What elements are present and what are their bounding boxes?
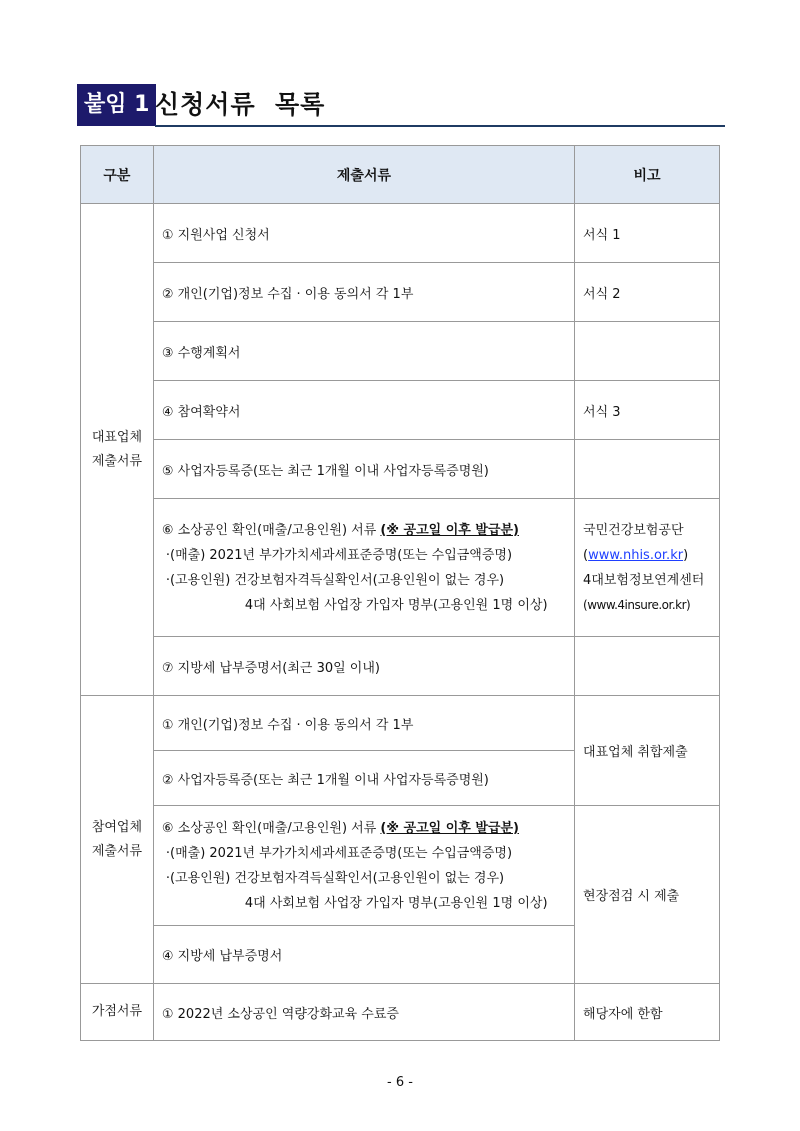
doc-text: ⑥ 소상공인 확인(매출/고용인원) 서류 bbox=[161, 522, 381, 538]
category-cell: 참여업체 제출서류 bbox=[81, 696, 154, 984]
doc-line: ·(매출) 2021년 부가가치세과세표준증명(또는 수입금액증명) bbox=[165, 547, 513, 563]
doc-line: ·(매출) 2021년 부가가치세과세표준증명(또는 수입금액증명) bbox=[165, 845, 513, 861]
nhis-link[interactable]: www.nhis.or.kr bbox=[588, 547, 684, 563]
table-row bbox=[81, 440, 720, 499]
doc-cell: ④ 참여확약서 bbox=[153, 381, 574, 440]
header-category: 구분 bbox=[81, 146, 154, 204]
note-line: 국민건강보험공단 bbox=[583, 522, 684, 538]
doc-cell: ② 개인(기업)정보 수집 · 이용 동의서 각 1부 bbox=[153, 263, 574, 322]
doc-text: ⑥ 소상공인 확인(매출/고용인원) 서류 bbox=[161, 820, 381, 836]
category-cell: 가점서류 bbox=[81, 984, 154, 1041]
table-row bbox=[81, 322, 720, 381]
table-row bbox=[81, 381, 720, 440]
page-number: - 6 - bbox=[387, 1075, 413, 1090]
doc-line: ·(고용인원) 건강보험자격득실확인서(고용인원이 없는 경우) bbox=[165, 572, 505, 588]
doc-cell bbox=[153, 499, 574, 637]
documents-table bbox=[80, 145, 720, 1041]
doc-cell: ③ 수행계획서 bbox=[153, 322, 574, 381]
table-row bbox=[81, 984, 720, 1041]
doc-cell: ④ 지방세 납부증명서 bbox=[153, 926, 574, 984]
note-cell: 서식 3 bbox=[575, 381, 720, 440]
table-row bbox=[81, 204, 720, 263]
note-cell bbox=[575, 322, 720, 381]
doc-line: 4대 사회보험 사업장 가입자 명부(고용인원 1명 이상) bbox=[244, 895, 548, 911]
table-row bbox=[81, 806, 720, 926]
header-note: 비고 bbox=[575, 146, 720, 204]
note-cell: 현장점검 시 제출 bbox=[575, 806, 720, 984]
doc-cell bbox=[153, 806, 574, 926]
doc-cell: ② 사업자등록증(또는 최근 1개월 이내 사업자등록증명원) bbox=[153, 751, 574, 806]
table-row bbox=[81, 263, 720, 322]
doc-cell: ⑤ 사업자등록증(또는 최근 1개월 이내 사업자등록증명원) bbox=[153, 440, 574, 499]
table-row bbox=[81, 696, 720, 751]
doc-line: ·(고용인원) 건강보험자격득실확인서(고용인원이 없는 경우) bbox=[165, 870, 505, 886]
category-cell: 대표업체 제출서류 bbox=[81, 204, 154, 696]
note-cell bbox=[575, 499, 720, 637]
note-cell bbox=[575, 440, 720, 499]
paren: ( bbox=[583, 547, 589, 563]
table-header-row bbox=[81, 146, 720, 204]
table-row bbox=[81, 499, 720, 637]
note-cell: 해당자에 한함 bbox=[575, 984, 720, 1041]
title-underline bbox=[155, 125, 725, 127]
note-line: 4대보험정보연계센터 bbox=[583, 572, 705, 588]
note-cell: 대표업체 취합제출 bbox=[575, 696, 720, 806]
page-title: 신청서류 목록 bbox=[155, 90, 326, 119]
doc-cell: ⑦ 지방세 납부증명서(최근 30일 이내) bbox=[153, 637, 574, 696]
doc-line: 4대 사회보험 사업장 가입자 명부(고용인원 1명 이상) bbox=[244, 597, 548, 613]
note-line: (www.4insure.or.kr) bbox=[583, 597, 691, 612]
doc-cell: ① 개인(기업)정보 수집 · 이용 동의서 각 1부 bbox=[153, 696, 574, 751]
attachment-badge: 붙임 1 bbox=[77, 84, 156, 126]
emphasis-note: (※ 공고일 이후 발급분) bbox=[380, 522, 519, 538]
header-documents: 제출서류 bbox=[153, 146, 574, 204]
note-cell: 서식 1 bbox=[575, 204, 720, 263]
table-row bbox=[81, 637, 720, 696]
note-cell: 서식 2 bbox=[575, 263, 720, 322]
emphasis-note: (※ 공고일 이후 발급분) bbox=[380, 820, 519, 836]
doc-cell: ① 2022년 소상공인 역량강화교육 수료증 bbox=[153, 984, 574, 1041]
note-cell bbox=[575, 637, 720, 696]
paren: ) bbox=[683, 547, 689, 563]
doc-cell: ① 지원사업 신청서 bbox=[153, 204, 574, 263]
